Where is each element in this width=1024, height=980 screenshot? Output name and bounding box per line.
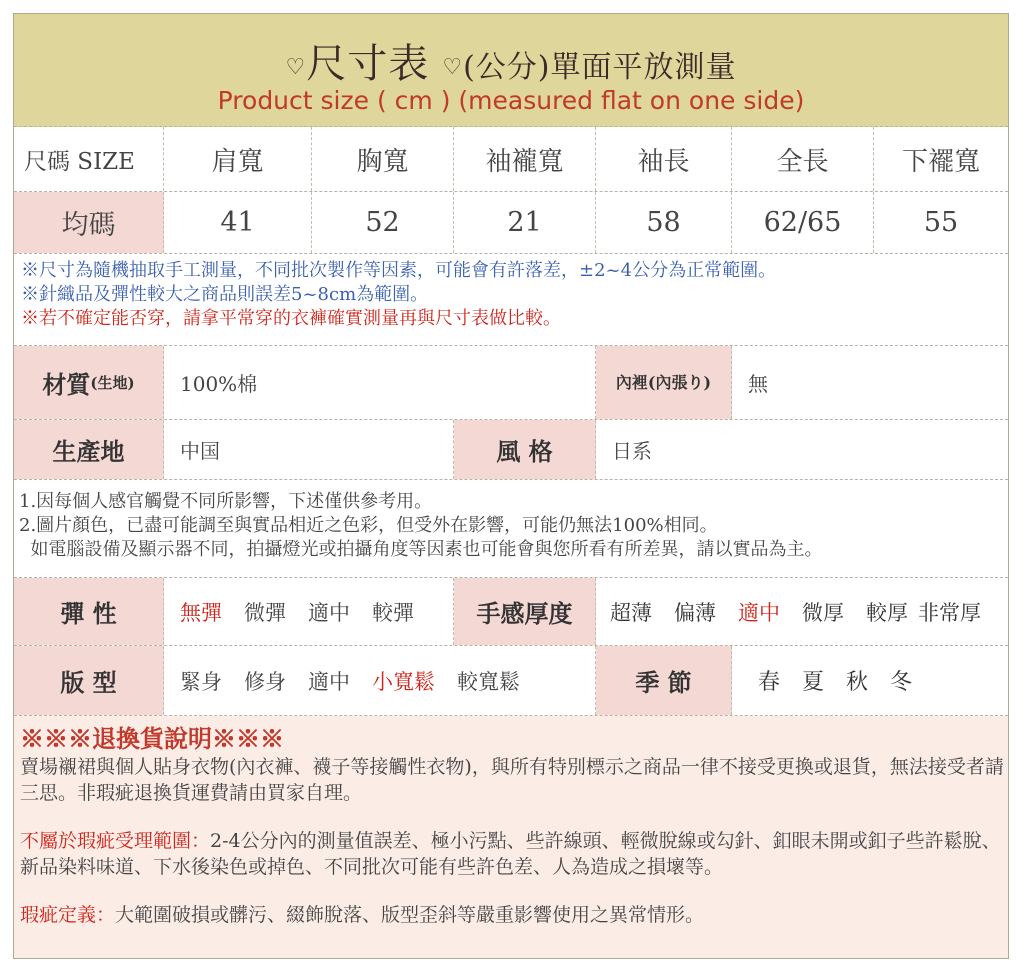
thickness-options bbox=[596, 578, 1008, 645]
thickness-option: 較厚 bbox=[866, 600, 908, 625]
heart-icon: ♡ bbox=[285, 55, 307, 80]
elasticity-option: 較彈 bbox=[372, 600, 414, 625]
defect-label: 瑕疵定義： bbox=[20, 904, 116, 926]
policy-defect bbox=[20, 902, 1008, 928]
not-defect-label: 不屬於瑕疵受理範圍： bbox=[20, 830, 211, 852]
length-value: 62/65 bbox=[732, 192, 874, 253]
sleeve-col-header: 袖長 bbox=[596, 127, 732, 191]
heart-icon: ♡ bbox=[442, 55, 464, 80]
season-options bbox=[732, 646, 1008, 715]
title-line bbox=[14, 32, 1008, 89]
title-main: 尺寸表 bbox=[306, 41, 430, 87]
armhole-value: 21 bbox=[454, 192, 596, 253]
size-table-header bbox=[14, 127, 1008, 192]
sleeve-value: 58 bbox=[596, 192, 732, 253]
lining-label: 內裡(內張り) bbox=[596, 346, 732, 419]
policy-title: ※※※退換貨說明※※※ bbox=[20, 724, 284, 753]
thickness-option: 非常厚 bbox=[918, 600, 981, 625]
material-label bbox=[14, 346, 164, 419]
defect-text: 大範圍破損或髒污、綴飾脫落、版型歪斜等嚴重影響使用之異常情形。 bbox=[115, 904, 705, 926]
note-line: 2.圖片顏色，已盡可能調至與實品相近之色彩，但受外在影響，可能仍無法100%相同。 bbox=[19, 515, 718, 536]
elasticity-option: 適中 bbox=[308, 600, 350, 625]
title-english: Product size ( cm ) (measured flat on one side) bbox=[217, 86, 805, 115]
fit-option-selected: 小寬鬆 bbox=[372, 669, 435, 694]
chest-value: 52 bbox=[312, 192, 454, 253]
elasticity-option: 微彈 bbox=[244, 600, 286, 625]
origin-row bbox=[14, 420, 1008, 480]
elasticity-options bbox=[164, 578, 454, 645]
return-policy bbox=[14, 716, 1008, 959]
fit-options bbox=[164, 646, 596, 715]
season-option: 夏 bbox=[802, 670, 825, 695]
size-row-label: 均碼 bbox=[14, 192, 164, 253]
origin-value: 中国 bbox=[164, 420, 454, 479]
length-col-header: 全長 bbox=[732, 127, 874, 191]
note-line: 如電腦設備及顯示器不同，拍攝燈光或拍攝角度等因素也可能會與您所看有所差異，請以實品為主。 bbox=[19, 539, 823, 560]
thickness-option: 超薄 bbox=[610, 600, 652, 625]
size-chart-header bbox=[14, 14, 1008, 127]
shoulder-col-header: 肩寬 bbox=[164, 127, 312, 191]
policy-text: 賣場襯裙與個人貼身衣物(內衣褲、襪子等接觸性衣物)，與所有特別標示之商品一律不接受更換或退貨，無法接受者請三思。非瑕疵退換貨運費請由買家自理。 bbox=[20, 756, 1004, 804]
fit-option: 適中 bbox=[308, 669, 350, 694]
season-option: 冬 bbox=[890, 670, 913, 695]
material-value: 100%棉 bbox=[164, 346, 596, 419]
note-line: ※針織品及彈性較大之商品則誤差5~8cm為範圍。 bbox=[21, 284, 429, 305]
thickness-option-selected: 適中 bbox=[738, 600, 780, 625]
material-row bbox=[14, 346, 1008, 420]
fit-option: 修身 bbox=[244, 669, 286, 694]
title-sub: (公分)單面平放測量 bbox=[463, 50, 737, 85]
size-col-header: 尺碼 SIZE bbox=[14, 127, 164, 191]
hem-value: 55 bbox=[923, 207, 959, 238]
shoulder-value: 41 bbox=[164, 192, 312, 253]
lining-value: 無 bbox=[748, 372, 768, 396]
season-label: 季 節 bbox=[596, 646, 732, 715]
elasticity-row bbox=[14, 578, 1008, 646]
elasticity-label: 彈 性 bbox=[14, 578, 164, 645]
reference-notes bbox=[14, 480, 1008, 578]
material-label-text: 材質 bbox=[42, 370, 91, 399]
not-defect-text: 2-4公分內的測量值誤差、極小污點、些許線頭、輕微脫線或勾針、釦眼未開或釦子些許鬆脫、新品染料味道、下水後染色或掉色、不同批次可能有些許色差、人為造成之損壞等。 bbox=[20, 830, 1001, 878]
chest-col-header: 胸寬 bbox=[312, 127, 454, 191]
thickness-option: 微厚 bbox=[802, 600, 844, 625]
thickness-label: 手感厚度 bbox=[454, 578, 596, 645]
material-label-small: (生地) bbox=[90, 374, 135, 392]
size-chart-sheet bbox=[13, 13, 1009, 959]
fit-option: 緊身 bbox=[180, 669, 222, 694]
style-label: 風 格 bbox=[454, 420, 596, 479]
season-option: 秋 bbox=[846, 670, 869, 695]
measurement-notes bbox=[14, 254, 1008, 346]
size-table-row bbox=[14, 192, 1008, 254]
origin-label: 生產地 bbox=[14, 420, 164, 479]
fit-label: 版 型 bbox=[14, 646, 164, 715]
note-line: ※若不確定能否穿，請拿平常穿的衣褲確實測量再與尺寸表做比較。 bbox=[21, 308, 561, 329]
note-line: ※尺寸為隨機抽取手工測量，不同批次製作等因素，可能會有許落差，±2~4公分為正常範圍。 bbox=[21, 260, 777, 281]
fit-option: 較寬鬆 bbox=[457, 669, 520, 694]
armhole-col-header: 袖襱寬 bbox=[454, 127, 596, 191]
note-line: 1.因每個人感官觸覺不同所影響，下述僅供參考用。 bbox=[19, 491, 433, 512]
season-option: 春 bbox=[758, 670, 781, 695]
fit-row bbox=[14, 646, 1008, 716]
style-value: 日系 bbox=[612, 439, 652, 463]
elasticity-option-selected: 無彈 bbox=[180, 600, 222, 625]
hem-col-header: 下襬寬 bbox=[901, 146, 980, 177]
thickness-option: 偏薄 bbox=[674, 600, 716, 625]
policy-not-defect bbox=[20, 828, 1008, 880]
